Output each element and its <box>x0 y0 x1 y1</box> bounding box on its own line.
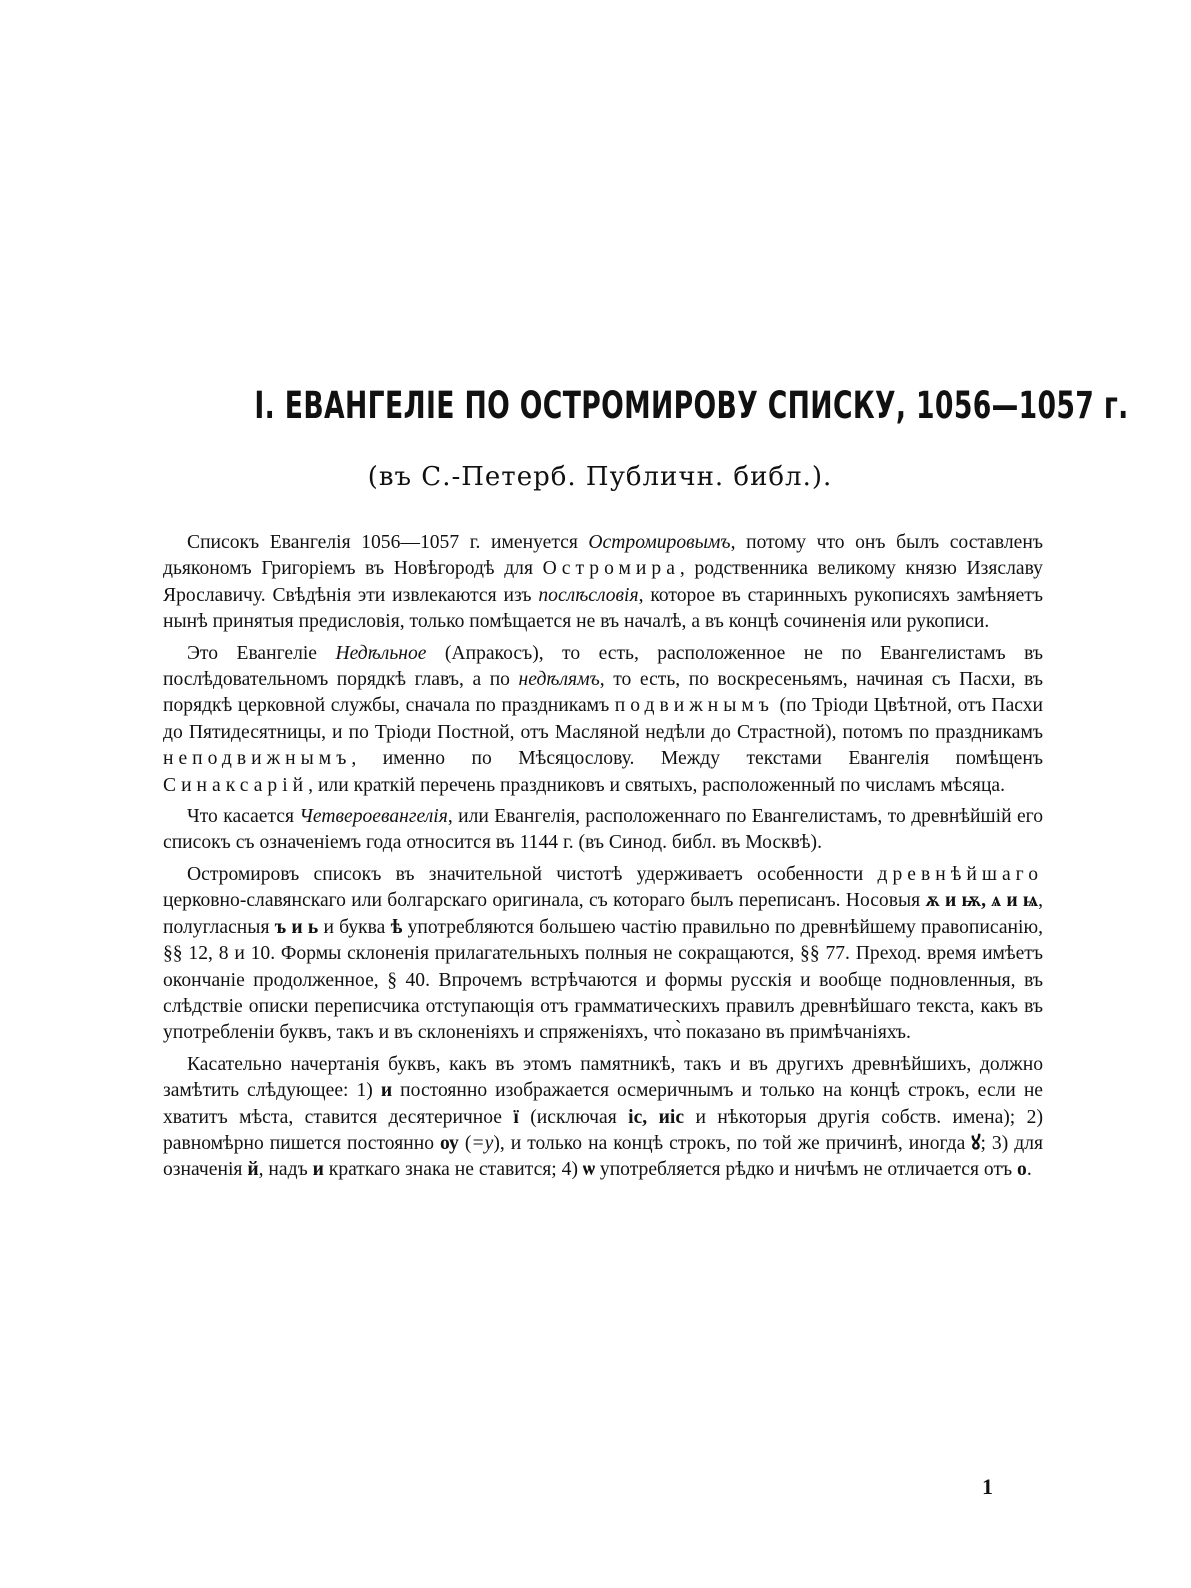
paragraph-3: Что касается Четвероевангелія, или Евангелія, расположеннаго по Евангелистамъ, то древнѣйшій его списокъ съ означеніемъ года относится въ 1144 г. (въ Синод. библ. въ Москвѣ). <box>163 806 1043 854</box>
chapter-subtitle: (въ С.-Петерб. Публичн. библ.). <box>367 462 833 492</box>
chapter-title: I. ЕВАНГЕЛIЕ ПО ОСТРОМИРОВУ СПИСКУ, 1056—1057 г. <box>254 384 1129 427</box>
page-number: 1 <box>982 1474 993 1499</box>
paragraph-5: Касательно начертанія буквъ, какъ въ этомъ памятникѣ, такъ и въ другихъ древнѣйшихъ, должно замѣтить слѣдующее: 1) и постоянно изображается осмеричнымъ и только на концѣ строкъ, если не хватитъ мѣста, ставится десятеричное ї (исключая ic, иic и нѣкоторыя другія собств. имена); 2) равномѣрно пишется постоянно оу (=у), и только на концѣ строкъ, по той же причинѣ, иногда ꙋ; 3) для означенія й, надъ и краткаго знака не ставится; 4) ѡ употребляется рѣдко и ничѣмъ не отличается отъ о. <box>163 1053 1043 1181</box>
paragraph-1: Списокъ Евангелія 1056—1057 г. именуется Остромировымъ, потому что онъ былъ составленъ дьякономъ Григоріемъ въ Новѣгородѣ для Остромира, родственника великому князю Изяславу Ярославичу. Свѣдѣнія эти извлекаются изъ послѣсловія, которое въ старинныхъ рукописяхъ замѣняетъ нынѣ принятыя предисловія, только помѣщается не въ началѣ, а въ концѣ сочиненія или рукописи. <box>163 532 1043 633</box>
body-text <box>163 530 1043 1189</box>
paragraph-2: Это Евангеліе Недѣльное (Апракосъ), то есть, расположенное не по Евангелистамъ въ послѣдовательномъ порядкѣ главъ, а по недѣлямъ, то есть, по воскресеньямъ, начиная съ Пасхи, въ порядкѣ церковной службы, сначала по праздникамъ подвижнымъ (по Тріоди Цвѣтной, отъ Пасхи до Пятидесятницы, и по Тріоди Постной, отъ Масляной недѣли до Страстной), потомъ по праздникамъ неподвижнымъ, именно по Мѣсяцослову. Между текстами Евангелія помѣщенъ Синаксарій, или краткій перечень праздниковъ и святыхъ, расположенный по числамъ мѣсяца. <box>163 642 1044 796</box>
paragraph-4: Остромировъ списокъ въ значительной чистотѣ удерживаетъ особенности древнѣйшаго церковно-славянскаго или болгарскаго оригинала, съ котораго былъ переписанъ. Носовыя ѫ и ѭ, ѧ и ѩ, полугласныя ъ и ь и буква ѣ употребляются большею частію правильно по древнѣйшему правописанію, §§ 12, 8 и 10. Формы склоненія прилагательныхъ полныя не сокращаются, §§ 77. Преход. время имѣетъ окончаніе продолженное, § 40. Впрочемъ встрѣчаются и формы русскія и вообще подновленныя, въ слѣдствіе описки переписчика отступающія отъ грамматическихъ правилъ древнѣйшаго текста, какъ въ употребленіи буквъ, такъ и въ склоненіяхъ и спряженіяхъ, что̀ показано въ примѣчаніяхъ. <box>163 863 1043 1044</box>
